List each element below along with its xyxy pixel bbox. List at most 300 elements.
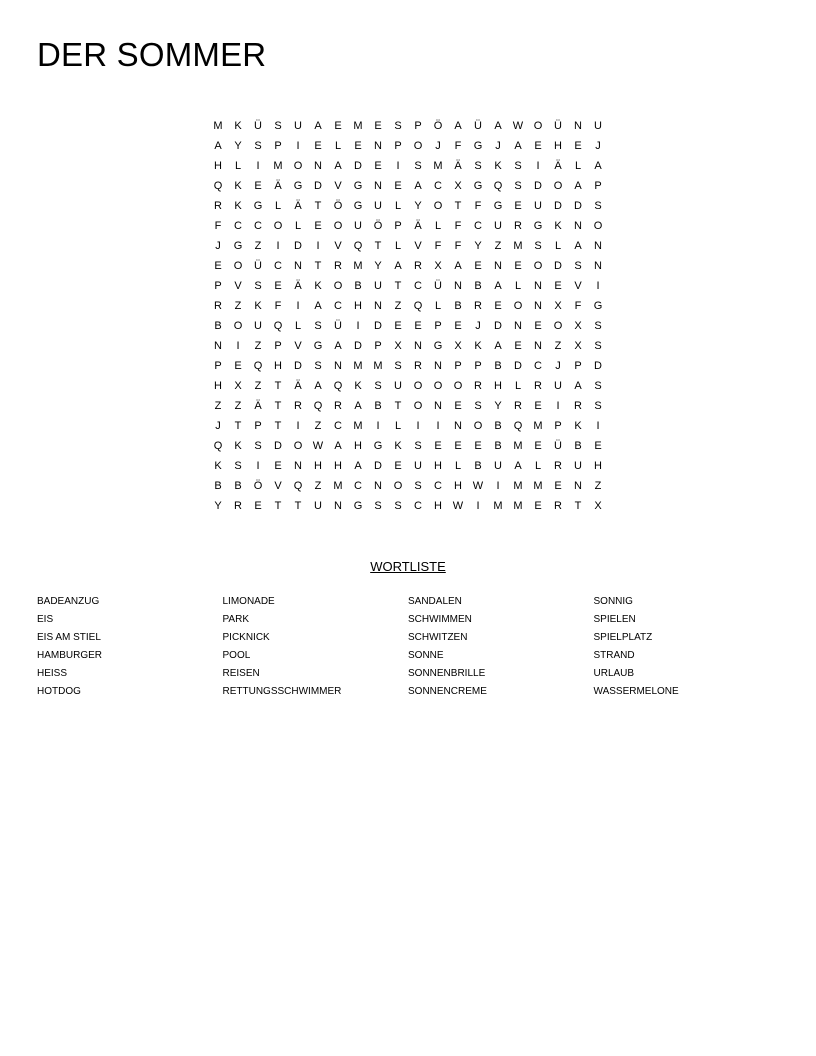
grid-cell: R [334,400,342,412]
grid-cell: O [413,380,423,392]
grid-cell: E [394,180,402,192]
grid-cell: Z [554,340,562,352]
grid-cell: Z [234,400,242,412]
grid-cell: E [534,500,542,512]
grid-cell: R [294,400,302,412]
grid-cell: U [354,220,362,232]
grid-cell: M [433,160,443,172]
grid-cell: A [454,260,462,272]
wordlist-item: SPIELPLATZ [593,632,653,643]
grid-cell: V [294,340,302,352]
grid-cell: I [296,300,300,312]
grid-row [208,456,608,476]
grid-cell: K [494,160,502,172]
wordlist-item: LIMONADE [222,596,275,607]
grid-cell: C [274,260,282,272]
grid-cell: S [594,380,602,392]
wordlist-item: EIS AM STIEL [37,632,101,643]
wordlist-item: URLAUB [593,668,635,679]
wordlist-item: HOTDOG [37,686,81,697]
grid-cell: Ö [333,200,343,212]
grid-cell: Ü [254,260,262,272]
grid-cell: N [574,120,582,132]
wordlist-column [408,593,594,701]
grid-cell: D [514,360,522,372]
grid-cell: M [353,360,363,372]
grid-cell: M [513,240,523,252]
grid-cell: I [296,420,300,432]
grid-cell: J [595,140,601,152]
wordlist-heading [0,557,816,577]
grid-cell: O [553,180,563,192]
grid-cell: L [274,200,282,212]
grid-cell: C [334,300,342,312]
grid-cell: L [434,220,442,232]
grid-cell: O [593,220,603,232]
grid-cell: B [454,300,462,312]
grid-cell: R [574,400,582,412]
grid-cell: C [254,220,262,232]
grid-row [208,316,608,336]
grid-cell: M [273,160,283,172]
grid-cell: T [454,200,462,212]
grid-cell: O [293,160,303,172]
grid-cell: M [533,420,543,432]
wordlist-item: PARK [222,614,249,625]
grid-cell: K [314,280,322,292]
grid-cell: O [413,400,423,412]
grid-cell: Y [494,400,502,412]
grid-cell: Z [314,420,322,432]
grid-cell: N [594,260,602,272]
grid-cell: H [214,160,222,172]
grid-cell: B [474,280,482,292]
grid-cell: E [274,460,282,472]
grid-cell: Q [293,480,303,492]
grid-cell: C [234,220,242,232]
grid-cell: U [494,220,502,232]
grid-cell: O [473,420,483,432]
grid-cell: D [374,320,382,332]
grid-row [208,336,608,356]
wordlist-item: SONNENBRILLE [408,668,486,679]
grid-cell: Q [273,320,283,332]
grid-cell: H [314,460,322,472]
grid-cell: Ä [454,160,462,172]
grid-cell: Ö [433,120,443,132]
grid-cell: I [256,160,260,172]
grid-cell: G [353,200,363,212]
grid-cell: D [374,460,382,472]
grid-row [208,396,608,416]
grid-cell: L [294,320,302,332]
grid-cell: J [555,360,561,372]
grid-cell: W [312,440,324,452]
grid-cell: O [433,380,443,392]
grid-cell: L [394,200,402,212]
grid-cell: W [452,500,464,512]
grid-cell: S [514,180,522,192]
grid-cell: S [594,320,602,332]
grid-cell: P [214,360,222,372]
grid-cell: I [536,160,540,172]
grid-cell: L [514,280,522,292]
grid-cell: P [274,140,282,152]
grid-cell: Ä [274,180,282,192]
grid-cell: N [434,400,442,412]
grid-cell: V [274,480,282,492]
grid-cell: M [373,360,383,372]
grid-cell: Q [513,420,523,432]
grid-cell: O [533,260,543,272]
grid-cell: H [214,380,222,392]
grid-cell: A [514,140,522,152]
grid-cell: C [534,360,542,372]
grid-cell: G [353,180,363,192]
grid-cell: I [476,500,480,512]
grid-cell: N [294,460,302,472]
grid-cell: U [294,120,302,132]
grid-cell: T [294,500,302,512]
grid-cell: N [414,340,422,352]
grid-cell: T [374,240,382,252]
grid-cell: N [314,160,322,172]
grid-cell: O [273,220,283,232]
wordlist-item: STRAND [593,650,635,661]
grid-cell: V [334,240,342,252]
grid-cell: L [454,460,462,472]
grid-cell: L [574,160,582,172]
wordlist-item: SONNENCREME [408,686,487,697]
grid-cell: Z [214,400,222,412]
grid-cell: H [274,360,282,372]
grid-cell: E [554,480,562,492]
grid-cell: E [254,500,262,512]
grid-row [208,436,608,456]
word-search-grid [208,116,608,516]
grid-cell: M [533,480,543,492]
grid-cell: D [354,340,362,352]
wordlist-item: SONNIG [593,596,633,607]
grid-cell: Q [253,360,263,372]
grid-cell: E [574,140,582,152]
grid-cell: X [234,380,242,392]
grid-cell: K [574,420,582,432]
grid-cell: A [574,180,582,192]
grid-cell: S [394,120,402,132]
grid-cell: S [534,240,542,252]
grid-cell: S [374,380,382,392]
grid-cell: R [474,300,482,312]
grid-cell: E [534,320,542,332]
grid-row [208,116,608,136]
grid-cell: B [494,360,502,372]
grid-cell: A [494,280,502,292]
grid-cell: E [374,120,382,132]
grid-cell: B [574,440,582,452]
grid-cell: F [474,200,482,212]
grid-cell: R [234,500,242,512]
grid-cell: Z [594,480,602,492]
grid-cell: A [454,120,462,132]
grid-cell: N [374,180,382,192]
grid-cell: Ä [294,380,302,392]
grid-cell: J [475,320,481,332]
grid-cell: X [574,320,582,332]
grid-cell: E [314,140,322,152]
grid-cell: A [334,440,342,452]
grid-cell: X [574,340,582,352]
grid-cell: S [474,160,482,172]
grid-cell: S [394,500,402,512]
grid-cell: T [574,500,582,512]
grid-cell: N [594,240,602,252]
grid-cell: A [314,380,322,392]
grid-cell: J [215,240,221,252]
grid-cell: Q [353,240,363,252]
wordlist-item: PICKNICK [222,632,270,643]
grid-cell: R [334,260,342,272]
grid-cell: E [394,460,402,472]
grid-cell: G [473,140,483,152]
grid-cell: L [334,140,342,152]
grid-cell: T [234,420,242,432]
grid-cell: E [534,400,542,412]
grid-cell: R [414,260,422,272]
grid-cell: N [454,420,462,432]
wordlist-column [37,593,223,701]
grid-row [208,136,608,156]
grid-cell: V [234,280,242,292]
grid-cell: P [414,120,422,132]
grid-cell: A [334,160,342,172]
grid-cell: G [293,180,303,192]
grid-cell: F [434,240,442,252]
grid-cell: K [354,380,362,392]
grid-cell: E [274,280,282,292]
grid-cell: U [314,500,322,512]
grid-cell: I [296,140,300,152]
grid-cell: E [434,440,442,452]
grid-cell: O [433,200,443,212]
grid-cell: N [534,340,542,352]
grid-cell: F [454,240,462,252]
grid-cell: M [493,500,503,512]
wordlist-item: POOL [222,650,251,661]
grid-cell: D [294,240,302,252]
grid-cell: E [454,440,462,452]
grid-cell: P [374,340,382,352]
grid-row [208,296,608,316]
grid-cell: C [474,220,482,232]
grid-cell: B [494,440,502,452]
grid-cell: M [333,480,343,492]
grid-cell: A [494,340,502,352]
grid-cell: E [214,260,222,272]
grid-cell: Ü [474,120,482,132]
grid-cell: U [594,120,602,132]
grid-cell: G [493,200,503,212]
grid-cell: I [356,320,360,332]
grid-row [208,176,608,196]
grid-cell: X [554,300,562,312]
grid-cell: Ü [334,320,342,332]
grid-cell: S [414,160,422,172]
grid-cell: Z [254,240,262,252]
grid-cell: X [594,500,602,512]
grid-cell: Q [313,400,323,412]
wordlist-item: HAMBURGER [37,650,103,661]
grid-cell: B [234,480,242,492]
grid-cell: B [474,460,482,472]
grid-cell: Z [494,240,502,252]
wordlist-item: SCHWIMMEN [408,614,472,625]
grid-cell: I [436,420,440,432]
grid-cell: H [354,440,362,452]
grid-cell: E [514,200,522,212]
grid-cell: L [554,240,562,252]
grid-cell: D [594,360,602,372]
grid-cell: N [574,480,582,492]
grid-cell: A [574,240,582,252]
grid-cell: F [574,300,582,312]
grid-cell: U [494,460,502,472]
grid-cell: A [594,160,602,172]
grid-cell: A [494,120,502,132]
grid-cell: S [314,360,322,372]
grid-cell: E [234,360,242,372]
grid-cell: M [353,420,363,432]
grid-cell: S [394,360,402,372]
grid-cell: X [394,340,402,352]
grid-cell: B [374,400,382,412]
grid-cell: E [414,320,422,332]
grid-cell: W [512,120,524,132]
grid-cell: Ü [554,120,562,132]
wordlist-item: SCHWITZEN [408,632,468,643]
grid-cell: R [414,360,422,372]
grid-cell: P [594,180,602,192]
grid-cell: Ä [294,280,302,292]
grid-cell: S [234,460,242,472]
grid-cell: B [494,420,502,432]
grid-cell: X [434,260,442,272]
grid-cell: I [396,160,400,172]
grid-cell: K [254,300,262,312]
grid-row [208,156,608,176]
grid-cell: I [316,240,320,252]
grid-cell: N [534,300,542,312]
grid-cell: G [373,440,383,452]
grid-cell: G [533,220,543,232]
grid-cell: E [394,320,402,332]
grid-cell: Ü [254,120,262,132]
grid-cell: E [474,260,482,272]
grid-cell: O [293,440,303,452]
grid-cell: O [333,220,343,232]
grid-cell: O [333,280,343,292]
grid-cell: O [393,480,403,492]
grid-cell: B [354,280,362,292]
grid-cell: T [314,200,322,212]
grid-cell: Ä [554,160,562,172]
grid-cell: A [314,300,322,312]
grid-cell: L [394,420,402,432]
grid-cell: M [353,260,363,272]
grid-cell: E [474,440,482,452]
grid-cell: I [376,420,380,432]
grid-cell: T [274,380,282,392]
grid-cell: S [414,440,422,452]
grid-cell: E [534,440,542,452]
grid-cell: J [215,420,221,432]
grid-row [208,276,608,296]
grid-cell: S [514,160,522,172]
grid-cell: N [514,320,522,332]
grid-cell: O [233,260,243,272]
grid-cell: K [234,200,242,212]
grid-cell: O [453,380,463,392]
grid-row [208,256,608,276]
grid-cell: K [214,460,222,472]
wordlist-item: HEISS [37,668,68,679]
grid-cell: Z [394,300,402,312]
grid-cell: N [334,360,342,372]
grid-cell: K [394,440,402,452]
grid-cell: M [353,120,363,132]
grid-cell: Ö [373,220,383,232]
grid-cell: Ä [294,200,302,212]
grid-cell: K [554,220,562,232]
grid-cell: G [473,180,483,192]
grid-row [208,376,608,396]
grid-cell: K [234,120,242,132]
grid-cell: N [374,300,382,312]
grid-cell: U [554,380,562,392]
grid-cell: R [554,500,562,512]
grid-row [208,196,608,216]
grid-cell: B [214,480,222,492]
grid-cell: E [374,160,382,172]
grid-cell: Ä [414,220,422,232]
grid-cell: T [394,280,402,292]
wordlist-item: WASSERMELONE [593,686,679,697]
grid-cell: D [274,440,282,452]
grid-cell: M [513,480,523,492]
grid-cell: A [334,340,342,352]
grid-cell: Y [474,240,482,252]
grid-cell: O [553,320,563,332]
grid-cell: H [494,380,502,392]
grid-cell: P [214,280,222,292]
grid-cell: D [354,160,362,172]
grid-cell: N [434,360,442,372]
grid-cell: O [533,120,543,132]
grid-cell: S [474,400,482,412]
grid-cell: S [254,280,262,292]
grid-cell: U [374,200,382,212]
grid-cell: O [233,320,243,332]
grid-cell: A [314,120,322,132]
grid-cell: R [474,380,482,392]
grid-cell: U [394,380,402,392]
grid-cell: K [234,440,242,452]
grid-cell: Ö [253,480,263,492]
grid-cell: V [414,240,422,252]
wordlist [37,593,782,701]
grid-cell: K [234,180,242,192]
grid-cell: T [274,420,282,432]
